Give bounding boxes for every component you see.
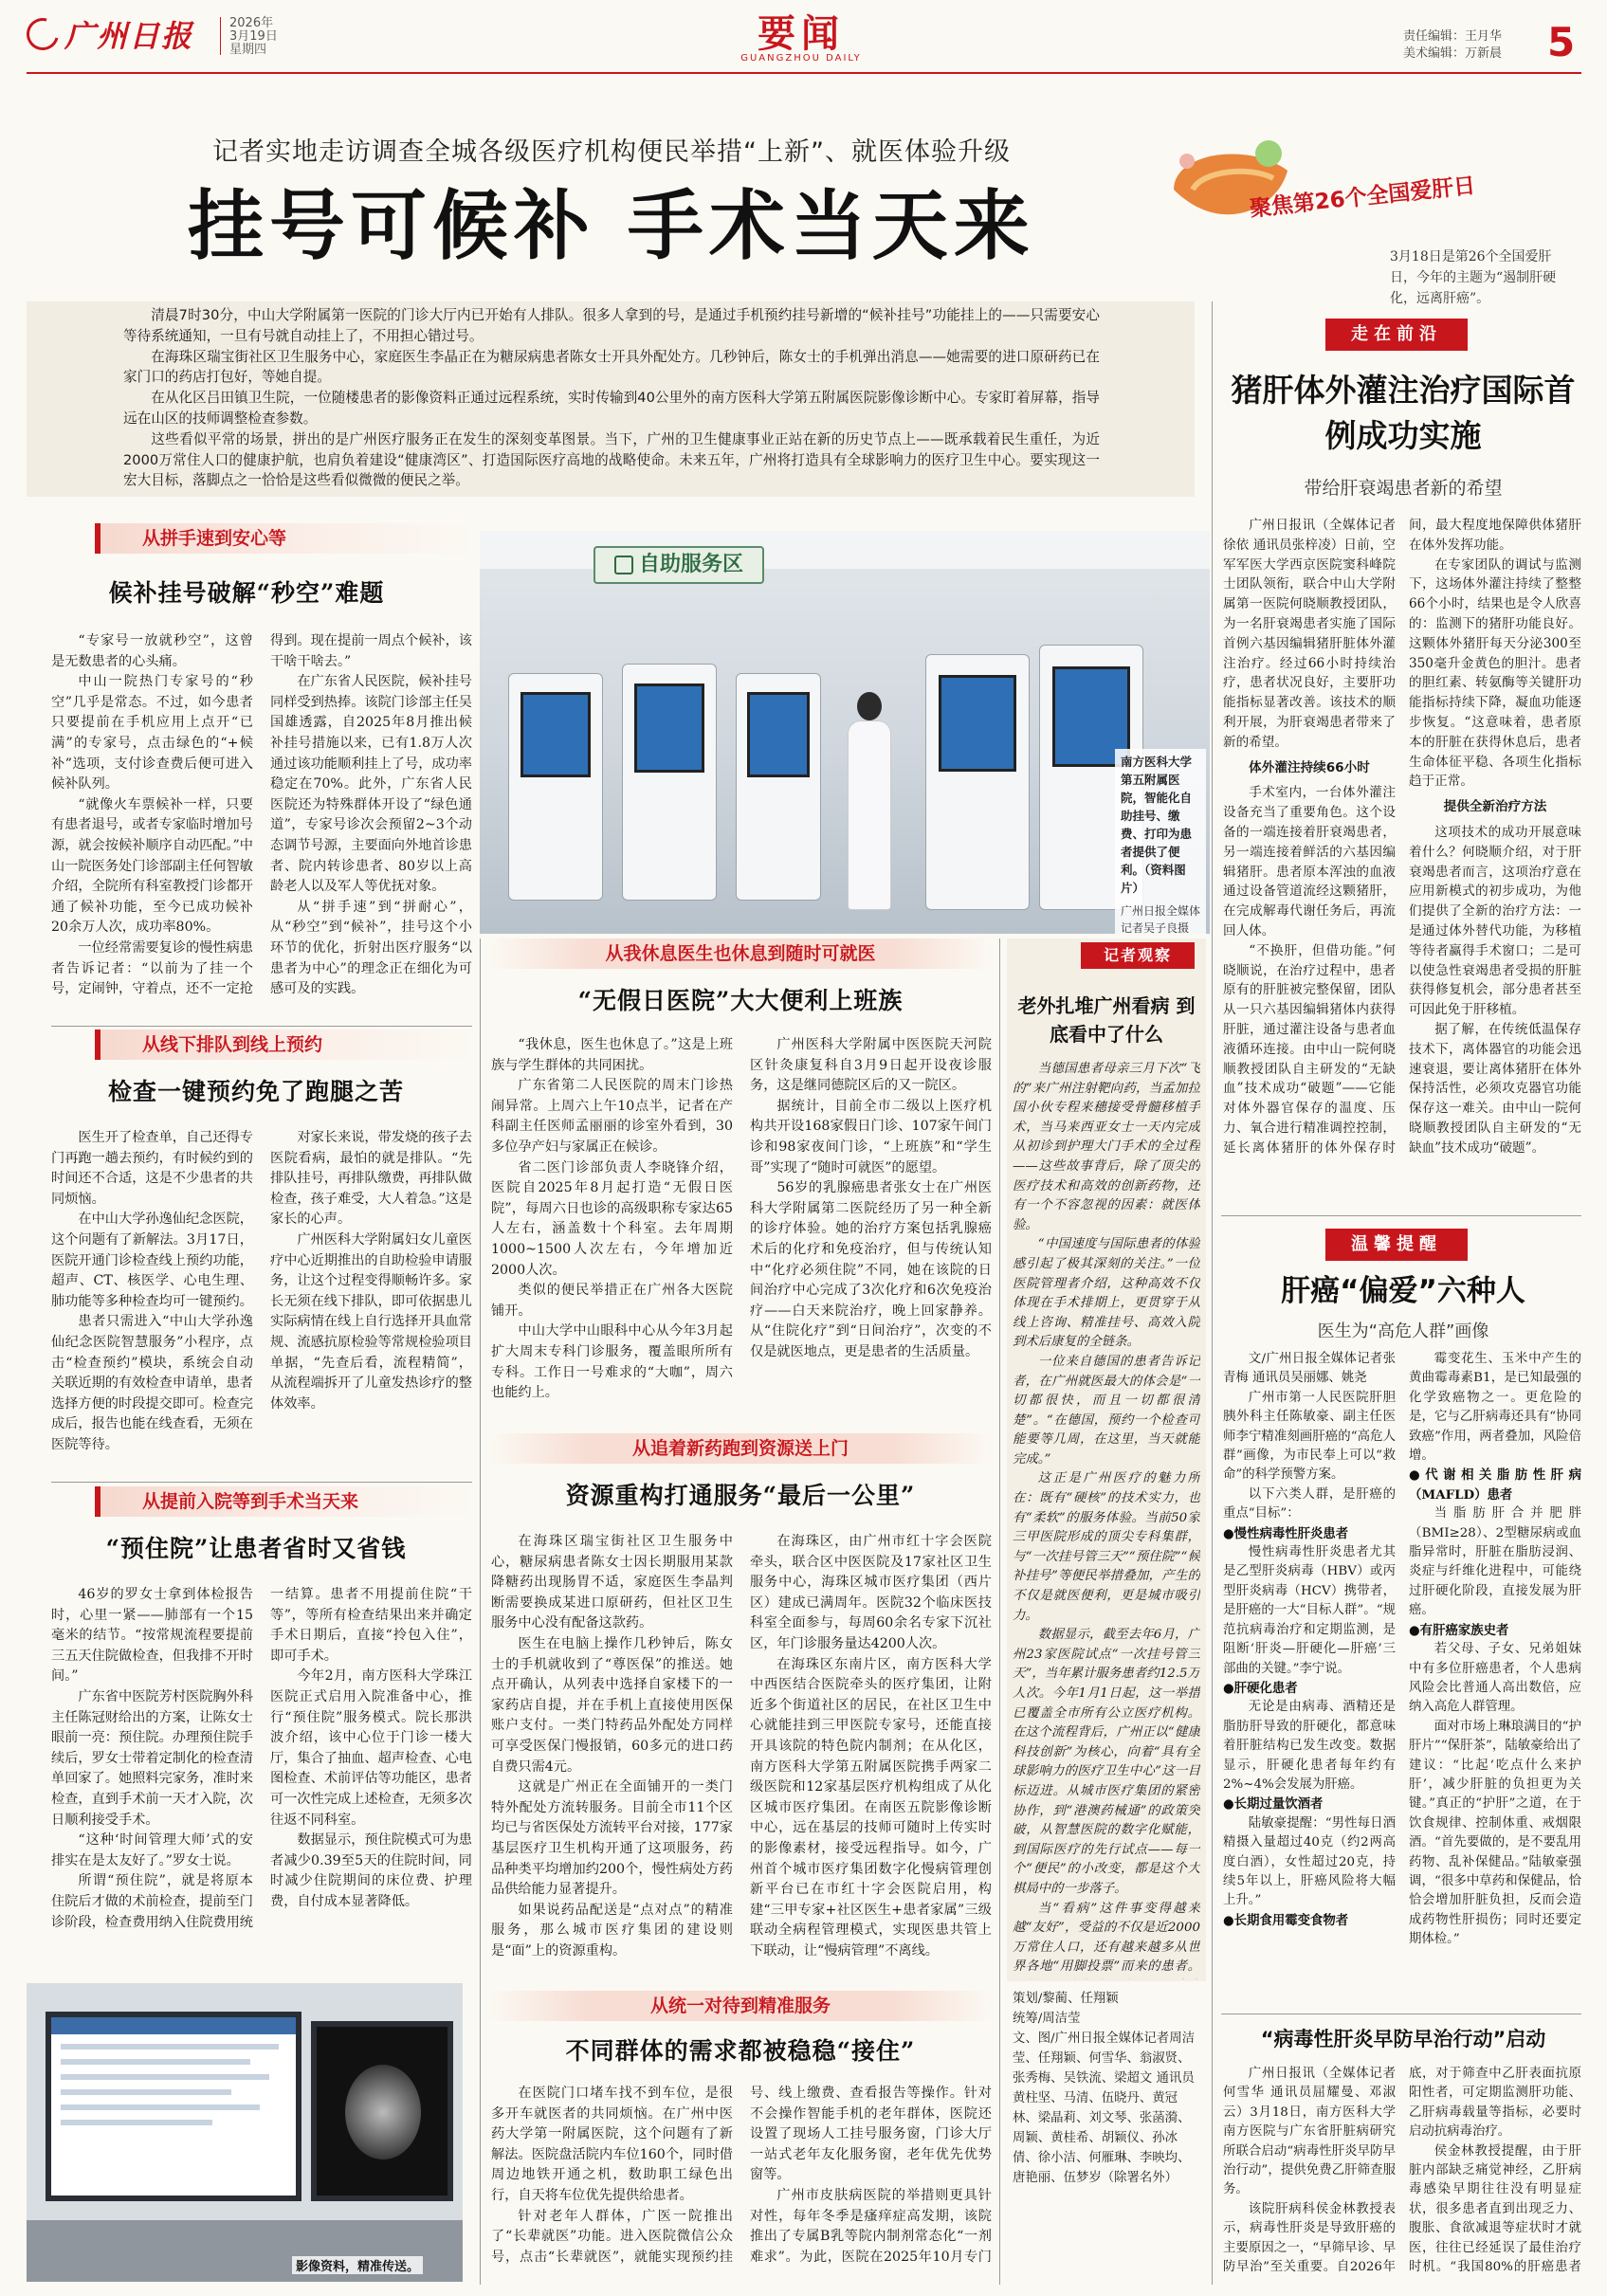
- kiosk-screen: [520, 692, 591, 777]
- section-body-4: “我休息，医生也休息了。”这是上班族与学生群体的共同困扰。 广东省第二人民医院的周末门诊热闹异常。上周六上午10点半，记者在产科副主任医师孟丽丽的诊室外看到，30多位孕产妇与家属正在候诊。 省二医门诊部负责人李晓锋介绍，医院自2025年8月起打造“无假日医院”，每周六日也诊的高级职称专家达65人左右，涵盖数十个科室。去年周期1000~1500人次左右，今年增加近2000人次。 类似的便民举措正在广州各大医院铺开。 中山大学中山眼科中心从今年3月起扩大周末专科门诊服务，覆盖眼所所有专科。工作日一号难求的“大咖”，周六也能约上。 广州医科大学附属中医医院天河院区针灸康复科自3月9日起开设夜诊服务，这是继同德院区后的又一院区。 据统计，目前全市二级以上医疗机构共开设168家假日门诊、107家午间门诊和98家夜间门诊，“上班族”和“学生哥”实现了“随时可就医”的愿望。 56岁的乳腺癌患者张女士在广州医科大学附属第二医院经历了另一种全新的诊疗体验。她的治疗方案包括乳腺癌术后的化疗和免疫治疗，但与传统认知中“化疗必须住院”不同，她在该院的日间治疗中心完成了3次化疗和6次免疫治疗——白天来院治疗，晚上回家静养。从“住院化疗”到“日间治疗”，次变的不仅是就医地点，更是患者的生活质量。: [491, 1037, 992, 1401]
- section-body-2: 医生开了检查单，自己还得专门再跑一趟去预约，有时候约到的时间还不合适，这是不少患者的共同烦恼。 在中山大学孙逸仙纪念医院，这个问题有了新解法。3月17日，医院开通门诊检查线上预约功能，超声、CT、核医学、心电生理、肺功能等多种检查均可一键预约。 患者只需进入“中山大学孙逸仙纪念医院智慧服务”小程序，点击“检查预约”模块，系统会自动关联近期的有效检查申请单，患者选择方便的时段提交即可。检查完成后，报告也能在线查看，无须在医院等待。 对家长来说，带发烧的孩子去医院看病，最怕的就是排队。“先排队挂号，再排队缴费，再排队做检查，孩子难受，大人着急。”这是家长的心声。 广州医科大学附属妇女儿童医疗中心近期推出的自助检验申请服务，让这个过程变得顺畅许多。家长无须在线下排队，即可依据患儿实际病情在线上自行选择开具血常规、流感抗原检验等常规检验项目单据，“先查后看，流程精简”，从流程端拆开了儿童发热诊疗的整体效率。: [51, 1130, 472, 1452]
- kiosk-terminal: [508, 673, 603, 901]
- section-body-6: 在医院门口堵车找不到车位，是很多开车就医者的共同烦恼。在广州中医药大学第一附属医院，这个问题有了新解法。医院盘活院内车位160个，同时借周边地铁开通之机，数助职工绿色出行，自天将车位优先提供给患者。 针对老年人群体，广医一院推出了“长辈就医”功能。进入医院微信公众号，点击“长辈就医”，就能实现预约挂号、线上缴费、查看报告等操作。针对不会操作智能手机的老年群体，医院还设置了现场人工挂号服务窗，门诊大厅一站式老年友化服务窗，老年优先优势窗等。 广州市皮肤病医院的举措则更具针对性，每年冬季是瘙痒症高发期，该院推出了专属B乳等院内制剂常态化“一剂难求”。为此，医院在2025年10月专门: [491, 2086, 992, 2265]
- logo-text: 广州日报: [64, 18, 194, 54]
- editor-credit: 责任编辑：王月华 美术编辑：万新晨: [1403, 29, 1503, 61]
- liver-body: 广州日报讯（全媒体记者徐依 通讯员张梓凌）日前，空军军医大学西京医院窦科峰院士团队领衔，联合中山大学附属第一医院何晓顺教授团队，为一名肝衰竭患者实施了国际首例六基因编辑猪肝脏体外灌注治疗。经过66小时持续治疗，患者状况良好，主要肝功能指标显著改善。该技术的顺利开展，为肝衰竭患者带来了新的希望。 体外灌注持续66小时 手术室内，一台体外灌注设备充当了重要角色。这个设备的一端连接着肝衰竭患者，另一端连接着鲜活的六基因编辑猪肝。患者原本浑浊的血液通过设备管道流经这颗猪肝，在完成解毒代谢任务后，再流回人体。 “不换肝，但借功能。”何晓顺说，在治疗过程中，患者原有的肝脏被完整保留，团队从一只六基因编辑猪体内获得肝脏，通过灌注设备与患者血液循环连接。由中山一院何晓顺教授团队自主研发的“无缺血”技术成功“破题”——它能对体外器官保存的温度、压力、氧合进行精准调控控制，延长离体猪肝的体外保存时间，最大程度地保障供体猪肝在体外发挥功能。 在专家团队的调试与监测下，这场体外灌注持续了整整66个小时，结果也是令人欣喜的：监测下的猪肝功能良好。这颗体外猪肝每天分泌300至350毫升金黄色的胆汁。患者的胆红素、转氨酶等关键肝功能指标持续下降，凝血功能逐步恢复。“这意味着，患者原本的肝脏在获得休息后，患者生命体征平稳、各项生化指标趋于正常。 提供全新治疗方法 这项技术的成功开展意味着什么？何晓顺介绍，对于肝衰竭患者而言，这项治疗意在应用新模式的初步成功，为他们提供了全新的治疗方法：一是通过体外替代功能，为移植等待者赢得手术窗口；二是可以使急性衰竭患者受损的肝脏获得修复机会，部分患者甚至可因此免于肝移植。 据了解，在传统低温保存技术下，离体器官的功能会迅速衰退，要让离体猪肝在体外保持活性，必须攻克器官功能保存这一难关。由中山一院何晓顺教授团队自主研发的“无缺血”技术成功“破题”。: [1223, 518, 1581, 1156]
- liver-subtitle: 带给肝衰竭患者新的希望: [1304, 478, 1503, 499]
- self-service-sign: 自助服务区: [593, 546, 764, 584]
- photo1-caption: 南方医科大学第五附属医院，智能化自助挂号、缴费、打印为患者提供了便利。（资料图片） 广州日报全媒体记者吴子良摄: [1115, 749, 1206, 934]
- section-title-1: 候补挂号破解“秒空”难题: [108, 579, 385, 607]
- issue-date: 2026年 3月19日 星期四: [229, 16, 278, 57]
- logo: [27, 13, 193, 55]
- imaging-photo: [27, 1983, 463, 2282]
- hepatitis-title: “病毒性肝炎早防早治行动”启动: [1260, 2028, 1546, 2050]
- kiosk-screen: [634, 683, 704, 773]
- section-body-5: 在海珠区瑞宝街社区卫生服务中心，糖尿病患者陈女士因长期服用某款降糖药出现肠胃不适，家庭医生李晶判断需要换成某进口原研药，但社区卫生服务中心没有配备这款药。 医生在电脑上操作几秒钟后，陈女士的手机就收到了“尊医保”的推送。她点开确认，从列表中选择自家楼下的一家药店自提，并在手机上直接使用医保账户支付。一类门特药品外配处方同样可享受医保门慢报销，60多元的进口药自费只需4元。 这就是广州正在全面铺开的一类门特外配处方流转服务。目前全市11个区均已与省医保处方流转平台对接，177家基层医疗卫生机构开通了这项服务，药品种类平均增加约200个，慢性病处方药品供给能力显著提升。 如果说药品配送是“点对点”的精准服务，那么城市医疗集团的建设则是“面”上的资源重构。 在海珠区，由广州市红十字会医院牵头，联合区中医医院及17家社区卫生服务中心，海珠区城市医疗集团（西片区）建成已满周年。医院32个临床医技科室全面参与，每周60余名专家下沉社区，年门诊服务量达4200人次。 在海珠区东南片区，南方医科大学中西医结合医院牵头的医疗集团，让附近多个街道社区的居民，在社区卫生中心就能挂到三甲医院专家号，还能直接开具该院的特色院内制剂；在从化区，南方医科大学第五附属医院携手两家二级医院和12家基层医疗机构组成了从化区城市医疗集团。在南医五院影像诊断中心，远在基层的技师可随时上传实时的影像素材，接受远程指导。如今，广州首个城市医疗集团数字化慢病管理创新平台已在市红十字会医院启用，构建“三甲专家+社区医生+患者家属”三级联动全病程管理模式，实现医患共管上下联动，让“慢病管理”不离线。: [491, 1534, 992, 1959]
- section-name: 要闻: [758, 12, 845, 56]
- kiosk-screen: [939, 675, 1016, 772]
- liver-tag: 走在前沿: [1325, 319, 1468, 351]
- section-tag-4: 从我休息医生也休息到随时可就医: [489, 938, 992, 969]
- cancer-subtitle: 医生为“高危人群”画像: [1317, 1321, 1489, 1341]
- self-service-photo: [480, 531, 1210, 934]
- logo-emblem-icon: [21, 12, 64, 56]
- section-tag-5: 从追着新药跑到资源送上门: [489, 1433, 992, 1464]
- masthead: [0, 0, 1607, 74]
- section-body-3: 46岁的罗女士拿到体检报告时，心里一紧——肺部有一个15毫米的结节。“按常规流程要提前三五天住院做检查，但我排不开时间。” 广东省中医院芳村医院胸外科主任陈冠财给出的方案，让陈女士眼前一亮：预住院。办理预住院手续后，罗女士带着定制化的检查清单回家了。她照料完家务，准时来检查，直到手术前一天才入院，次日顺利接受手术。 “这种‘时间管理大师’式的安排实在是太友好了。”罗女士说。 所谓“预住院”，就是将原本住院后才做的术前检查，提前至门诊阶段，检查费用纳入住院费用统一结算。患者不用提前住院“干等”，等所有检查结果出来并确定手术日期后，直接“拎包入住”，即可手术。 今年2月，南方医科大学珠江医院正式启用入院准备中心，推行“预住院”服务模式。院长那洪波介绍，该中心位于门诊一楼大厅，集合了抽血、超声检查、心电图检查、术前评估等功能区，患者可一次性完成上述检查，无须多次往返不同科室。 数据显示，预住院模式可为患者减少0.39至5天的住院时间，同时减少住院期间的床位费、护理费，自付成本显著降低。: [51, 1587, 472, 1930]
- kiosk-terminal: [736, 673, 821, 901]
- page-number: 5: [1547, 19, 1576, 65]
- section-tag-1: 从拼手速到安心等: [95, 523, 474, 554]
- section-title-2: 检查一键预约免了跑腿之苦: [107, 1078, 404, 1105]
- cancer-tag: 温馨提醒: [1325, 1229, 1468, 1261]
- liver-day-title: 聚焦第26个全国爱肝日: [1248, 173, 1477, 222]
- liver-day-text: 3月18日是第26个全国爱肝日，今年的主题为“遏制肝硬化，远离肝癌”。: [1390, 249, 1557, 306]
- section-tag-3: 从提前入院等到手术当天来: [95, 1486, 474, 1517]
- kiosk-terminal: [622, 664, 717, 901]
- section-body-1: “专家号一放就秒空”，这曾是无数患者的心头痛。 中山一院热门专家号的“秒空”几乎是常态。不过，如今患者只要提前在手机应用上点开“已满”的专家号，点击绿色的“+候补”选项，支付诊查费后便可进入候补队列。 “就像火车票候补一样，只要有患者退号，或者专家临时增加号源，就会按候补顺序自动匹配。”中山一院医务处门诊部副主任何智敏介绍，全院所有科室教授门诊都开通了候补功能，至今已成功候补20余万人次，成功率80%。 一位经常需要复诊的慢性病患者告诉记者：“以前为了挂一个号，定闹钟，守着点，还不一定抢得到。现在提前一周点个候补，该干啥干啥去。” 在广东省人民医院，候补挂号同样受到热捧。该院门诊部主任吴国雄透露，自2025年8月推出候补挂号措施以来，已有1.8万人次通过该功能顺利挂上了号，成功率稳定在70%。此外，广东省人民医院还为特殊群体开设了“绿色通道”，专家号诊次会预留2~3个动态调节号源，主要面向外地首诊患者、院内转诊患者、80岁以上高龄老人以及军人等优抚对象。 从“拼手速”到“拼耐心”，从“秒空”到“候补”，挂号这个小环节的优化，折射出医疗服务“以患者为中心”的理念正在细化为可感可及的实践。: [51, 633, 472, 997]
- liver-title: 猪肝体外灌注治疗国际首例成功实施: [1231, 372, 1576, 454]
- section-tag-2: 从线下排队到线上预约: [95, 1030, 474, 1060]
- kiosk-terminal: [925, 654, 1030, 910]
- section-title-5: 资源重构打通服务“最后一公里”: [565, 1482, 916, 1509]
- cancer-body: 文/广州日报全媒体记者张青梅 通讯员吴丽娜、姚尧 广州市第一人民医院肝胆胰外科主任陈敏豪、副主任医师李宁精准刻画肝癌的“高危人群”画像，为市民奉上可以“救命”的科学预警方案。 以下六类人群，是肝癌的重点“目标”： ●慢性病毒性肝炎患者 慢性病毒性肝炎患者尤其是乙型肝炎病毒（HBV）或丙型肝炎病毒（HCV）携带者，是肝癌的一大“目标人群”。“规范抗病毒治疗和定期监测，是阻断‘肝炎—肝硬化—肝癌’三部曲的关键。”李宁说。 ●肝硬化患者 无论是由病毒、酒精还是脂肪肝导致的肝硬化，都意味着肝脏结构已发生改变。数据显示，肝硬化患者每年约有2%~4%会发展为肝癌。 ●长期过量饮酒者 陆敏豪提醒：“男性每日酒精摄入量超过40克（约2两高度白酒），女性超过20克，持续5年以上，肝癌风险将大幅上升。” ●长期食用霉变食物者 霉变花生、玉米中产生的黄曲霉毒素B1，是已知最强的化学致癌物之一。更危险的是，它与乙肝病毒还具有“协同致癌”作用，两者叠加，风险倍增。 ●代谢相关脂肪性肝病（MAFLD）患者 当脂肪肝合并肥胖（BMI≥28）、2型糖尿病或血脂异常时，肝脏在脂肪浸润、炎症与纤维化进程中，可能绕过肝硬化阶段，直接发展为肝癌。 ●有肝癌家族史者 若父母、子女、兄弟姐妹中有多位肝癌患者，个人患病风险会比普通人高出数倍，应纳入高危人群管理。 面对市场上琳琅满目的“护肝片”“保肝茶”，陆敏豪给出了建议：“比起‘吃点什么来护肝’，减少肝脏的负担更为关键。”真正的“护肝”之道，在于饮食规律、控制体重、戒烟限酒。“首先要做的，是不要乱用药物、乱补保健品。”陆敏豪强调，“很多中草药和保健品，恰恰会增加肝脏负担，反而会造成药物性肝损伤；同时还要定期体检。”: [1223, 1352, 1581, 1947]
- staff-figure: [840, 692, 897, 929]
- kiosk-sign-icon: [614, 556, 633, 574]
- observe-body: 当德国患者母亲三月下次“飞的”来广州注射靶向药，当孟加拉国小伙专程来穗接受骨髓移植手术，当马来西亚女士一天内完成从初诊到护理大门手术的全过程——这些故事背后，除了顶尖的医疗技术和高效的创新药物，还有一个不容忽视的因素：就医体验。 “中国速度与国际患者的体验感引起了极其深刻的关注。”一位医院管理者介绍，这种高效不仅体现在手术排期上，更贯穿于从线上咨询、精准挂号、高效入院到术后康复的全链条。 一位来自德国的患者告诉记者，在广州就医最大的体会是“一切都很快，而且一切都很清楚”。“在德国，预约一个检查可能要等几周，在这里，当天就能完成。” 这正是广州医疗的魅力所在：既有“硬核”的技术实力，也有“柔软”的服务体验。当前50家三甲医院形成的顶尖专科集群，与“一次挂号管三天”“预住院”“候补挂号”等便民举措叠加，产生的不仅是就医便利，更是城市吸引力。 数据显示，截至去年6月，广州23家医院试点“一次挂号管三天”，当年累计服务患者约12.5万人次。今年1月1日起，这一举措已覆盖全市所有公立医疗机构。在这个流程背后，广州正以“健康科技创新”为核心，向着“具有全球影响力的医疗卫生中心”这一目标迈进。从城市医疗集团的紧密协作，到“港澳药械通”的政策突破，从智慧医院的数字化赋能，到国际医疗的先行试点——每一个“便民”的小改变，都是这个大棋局中的一步落子。 当“看病”这件事变得越来越“友好”，受益的不仅是近2000万常住人口，还有越来越多从世界各地“用脚投票”而来的患者。: [1013, 1062, 1200, 1975]
- kiosk-screen: [747, 692, 811, 777]
- main-kicker: 记者实地走访调查全城各级医疗机构便民举措“上新”、就医体验升级: [212, 137, 1011, 167]
- section-tag-6: 从统一对待到精准服务: [489, 1991, 992, 2021]
- lead-text: 清晨7时30分，中山大学附属第一医院的门诊大厅内已开始有人排队。很多人拿到的号，是通过手机预约挂号新增的“候补挂号”功能挂上的——只需要安心等待系统通知，一旦有号就自动挂上了，不用担心错过号。 在海珠区瑞宝街社区卫生服务中心，家庭医生李晶正在为糖尿病患者陈女士开具外配处方。几秒钟后，陈女士的手机弹出消息——她需要的进口原研药已在家门口的药店打包好，等她自提。 在从化区吕田镇卫生院，一位随楼患者的影像资料正通过远程系统，实时传输到40公里外的南方医科大学第五附属医院影像诊断中心。专家盯着屏幕，指导远在山区的技师调整检查参数。 这些看似平常的场景，拼出的是广州医疗服务正在发生的深刻变革图景。当下，广州的卫生健康事业正站在新的历史节点上——既承载着民生重任，为近2000万常住人口的健康护航，也肩负着建设“健康湾区”、打造国际医疗高地的战略使命。未来五年，广州将打造具有全球影响力的医疗卫生中心。要实现这一宏大目标，落脚点之一恰恰是这些看似微微的便民之举。: [123, 307, 1100, 489]
- observe-title: 老外扎堆广州看病 到底看中了什么: [1017, 994, 1196, 1046]
- section-name-en: GUANGZHOU DAILY: [740, 53, 862, 64]
- cancer-title: 肝癌“偏爱”六种人: [1281, 1274, 1525, 1308]
- section-title-4: “无假日医院”大大便利上班族: [577, 987, 904, 1014]
- credits-box: 策划/黎蔺、任翔颖 统筹/周洁莹 文、图/广州日报全媒体记者周洁莹、任翔颖、何雪华、翁淑贤、张秀梅、吴铁流、梁超文 通讯员黄柱坚、马清、伍晓丹、黄冠林、梁晶莉、刘文琴、张菡漪、周颖、黄桂希、胡颖仪、孙冰倩、徐小洁、何雁琳、李映均、唐艳丽、伍梦岁（除署名外）: [1013, 1992, 1195, 2185]
- photo2-caption: 影像资料，精准传送。: [292, 2256, 423, 2274]
- observe-tag: 记者观察: [1081, 942, 1195, 969]
- main-title: 挂号可候补 手术当天来: [188, 181, 1035, 270]
- liver-day-box: [1155, 114, 1581, 306]
- section-title-3: “预住院”让患者省时又省钱: [105, 1535, 407, 1562]
- hepatitis-body: 广州日报讯（全媒体记者何雪华 通讯员屈耀曼、邓淑云）3月18日，南方医科大学南方医院与广东省肝脏病研究所联合启动“病毒性肝炎早防早治行动”，提供免费乙肝筛查服务。 该院肝病科侯金林教授表示，病毒性肝炎是导致肝癌的主要原因之一，“早筛早诊、早防早治”至关重要。自2026年底，对于筛查中乙肝表面抗原阳性者，可定期监测肝功能、乙肝病毒载量等指标，必要时启动抗病毒治疗。 侯金林教授提醒，由于肝脏内部缺乏痛觉神经，乙肝病毒感染早期往往没有明显症状，很多患者直到出现乏力、腹胀、食欲减退等症状时才就医，往往已经延误了最佳治疗时机。“我国80%的肝癌患者: [1223, 2067, 1581, 2275]
- section-title-6: 不同群体的需求都被稳稳“接住”: [565, 2037, 916, 2065]
